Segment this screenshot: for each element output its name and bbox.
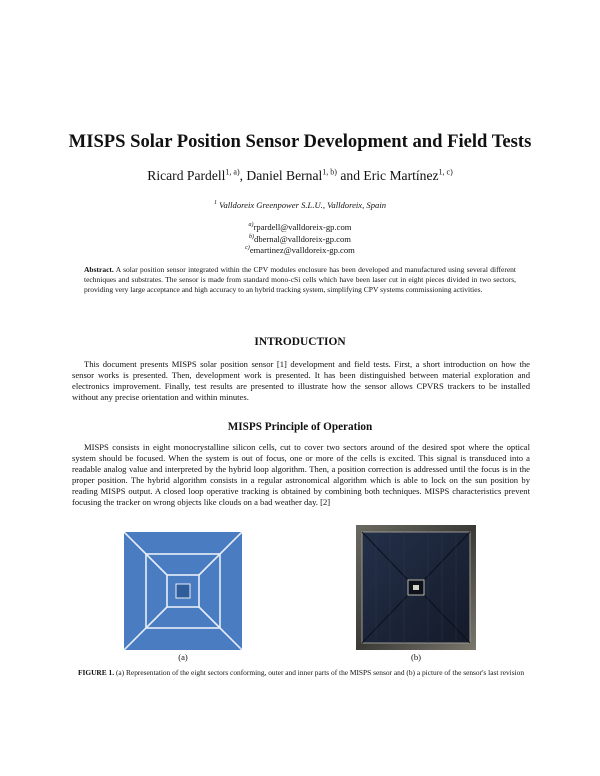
sensor-center-spot	[176, 584, 190, 598]
principle-paragraph	[72, 442, 530, 508]
email-address: dbernal@valldoreix-gp.com	[254, 233, 351, 244]
author-list	[40, 168, 560, 184]
author-name: Eric Martínez	[363, 168, 439, 183]
email-line	[40, 222, 560, 234]
abstract	[84, 265, 516, 295]
author-separator: and	[336, 168, 364, 183]
figure-caption-label: FIGURE 1.	[77, 668, 115, 677]
introduction-paragraph	[72, 359, 530, 403]
email-line	[40, 234, 560, 246]
affiliation-text: Valldoreix Greenpower S.L.U., Valldoreix, Spain	[219, 200, 386, 210]
email-sup: a)	[248, 222, 254, 229]
photo-center-spot	[413, 585, 419, 590]
figure-label-a: (a)	[178, 652, 188, 662]
email-address: rpardell@valldoreix-gp.com	[253, 222, 352, 232]
email-sup: b)	[249, 233, 255, 240]
sensor-photo	[356, 525, 476, 650]
affiliation-sup: 1	[214, 200, 217, 207]
section-heading-principle: MISPS Principle of Operation	[227, 421, 373, 433]
figure-label-b: (b)	[410, 652, 422, 662]
email-list	[40, 222, 560, 257]
author-separator: ,	[239, 168, 247, 183]
author-name: Ricard Pardell	[147, 168, 226, 183]
abstract-label: Abstract.	[84, 265, 114, 274]
email-address: emartinez@valldoreix-gp.com	[249, 245, 355, 255]
email-line	[40, 245, 560, 257]
sensor-sector-diagram	[124, 532, 242, 650]
paper-title: MISPS Solar Position Sensor Development and Field Tests	[68, 131, 532, 152]
figure-caption	[72, 668, 530, 678]
principle-text: MISPS consists in eight monocrystalline silicon cells, cut to cover two sectors around of the desired spot where the optical system should be focused. When the system is out of focus, one or more of the cells is excited. This signal is transduced into a readable analog value and interpreted by the hybrid loop algorithm. Then, a position correction is addressed until the focus is in the proper position. The hybrid algorithm consists in a regular astronomical algorithm which is able to lock on the sun position by reading MISPS output. A closed loop operative tracking is obtained by combining both techniques. MISPS characteristics prevent focusing the tracker on wrong objects like clouds on a bad weather day. [2]	[72, 442, 530, 507]
author-sup: 1, c)	[438, 167, 453, 177]
author-name: Daniel Bernal	[246, 168, 323, 183]
author-sup: 1, a)	[225, 167, 240, 177]
author-sup: 1, b)	[322, 167, 337, 177]
section-heading-introduction: INTRODUCTION	[254, 336, 346, 348]
introduction-text: This document presents MISPS solar position sensor [1] development and field tests. First, a short introduction on how the sensor works is presented. Then, development work is presented. It has been distinguished between material exploration and electronics improvement. Finally, test results are presented to illustrate how the sensor allows CPVRS trackers to be installed without any precise orientation and within minutes.	[72, 359, 530, 402]
figure-caption-text: (a) Representation of the eight sectors conforming, outer and inner parts of the MISPS sensor and (b) a picture of the sensor's last revision	[115, 668, 525, 677]
abstract-text: A solar position sensor integrated within the CPV modules enclosure has been developed and manufactured using several different techniques and substrates. The sensor is made from standard mono-cSi cells which have been laser cut in eight pieces divided in two sectors, providing very large acceptance and high accuracy to an hybrid tracking system, simplifying CPV systems commissioning activities.	[84, 265, 516, 294]
email-sup: c)	[245, 245, 250, 252]
affiliation	[40, 200, 560, 210]
